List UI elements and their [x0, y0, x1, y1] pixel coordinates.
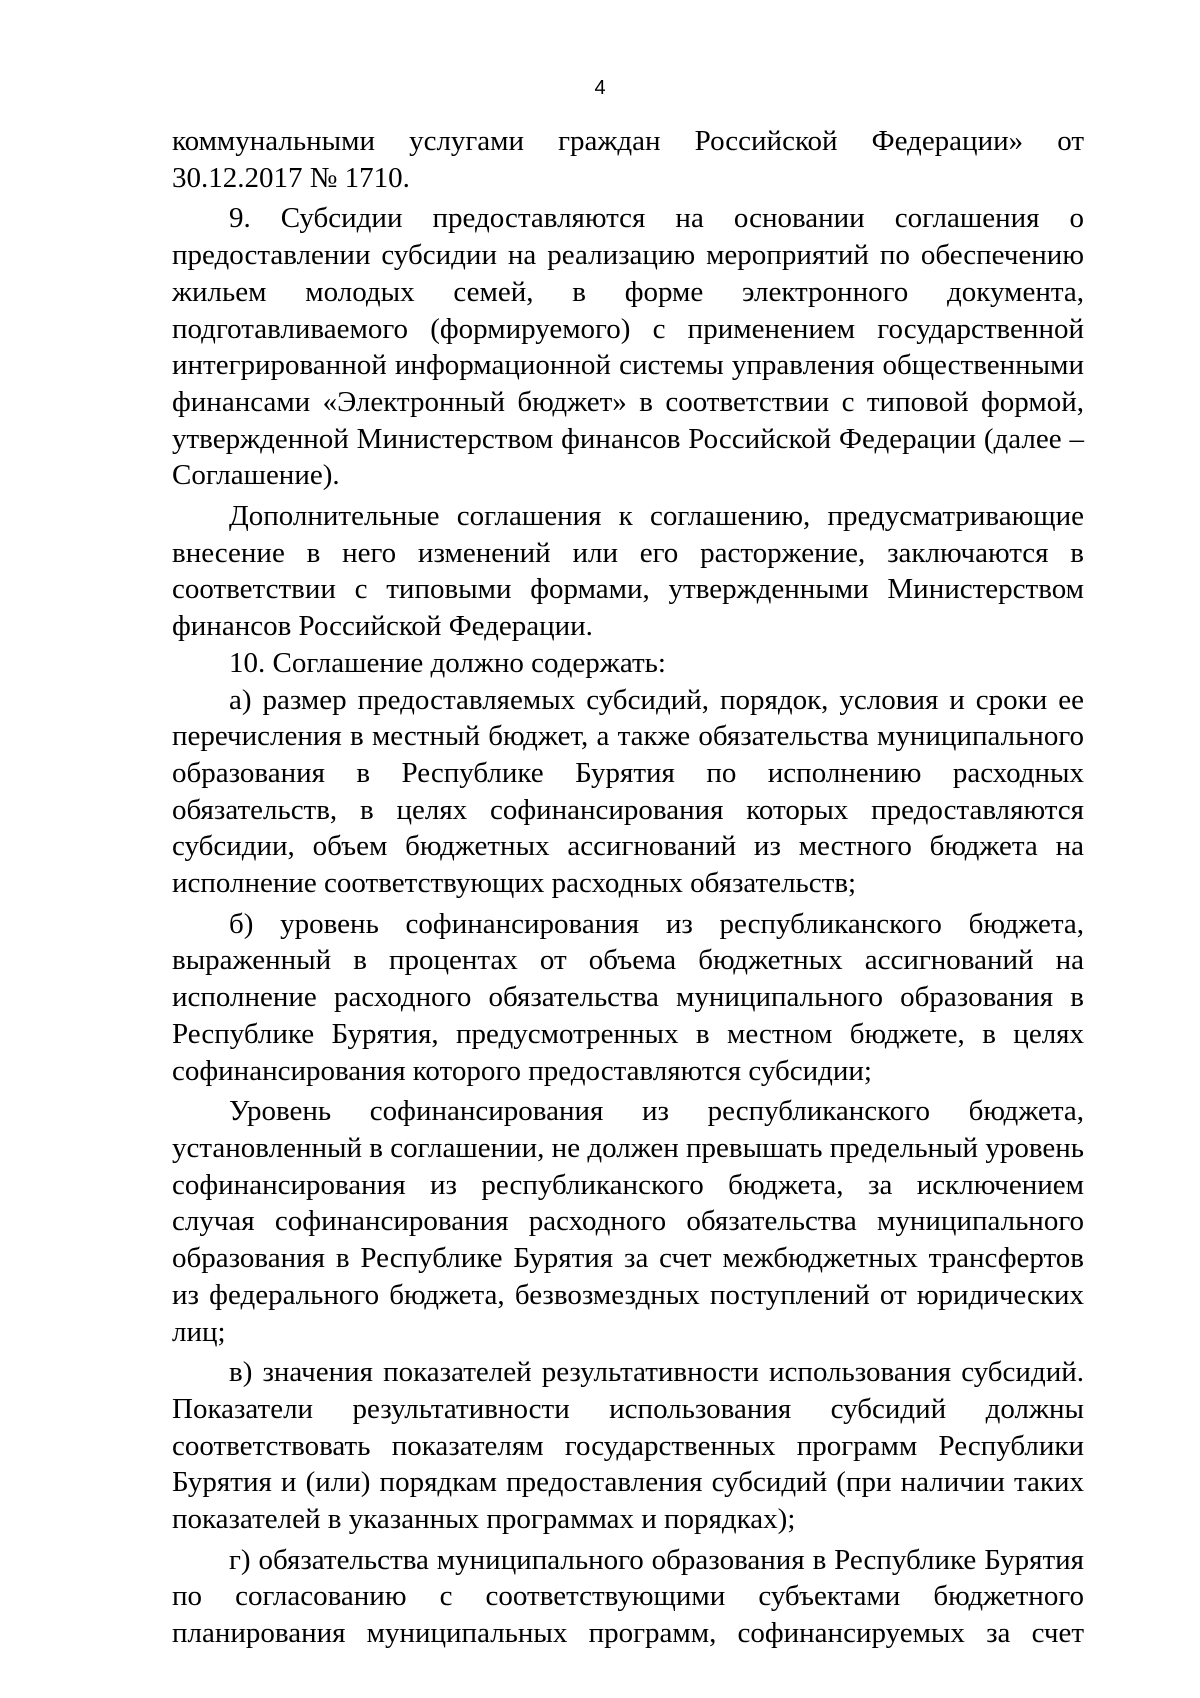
- paragraph-subitem-g: г) обязательства муниципального образования в Республике Бурятия по согласованию с соответствующими субъектами бюджетного планирования муниципальных программ, софинансируемых за счет: [172, 1543, 1084, 1650]
- paragraph-continuation: коммунальными услугами граждан Российской Федерации» от 30.12.2017 № 1710.: [172, 125, 1084, 194]
- paragraph-additional-agreements: Дополнительные соглашения к соглашению, предусматривающие внесение в него изменений или его расторжение, заключаются в соответствии с типовыми формами, утвержденными Министерством финансов Российской Федерации.: [172, 500, 1084, 643]
- paragraph-subitem-a: а) размер предоставляемых субсидий, порядок, условия и сроки ее перечисления в местный бюджет, а также обязательства муниципального образования в Республике Бурятия по исполнению расходных обязательств, в целях софинансирования которых предоставляются субсидии, объем бюджетных ассигнований из местного бюджета на исполнение соответствующих расходных обязательств;: [172, 683, 1084, 900]
- page-number: 4: [594, 77, 606, 99]
- paragraph-subitem-v: в) значения показателей результативности использования субсидий. Показатели результативности использования субсидий должны соответствовать показателям государственных программ Республики Бурятия и (или) порядкам предоставления субсидий (при наличии таких показателей в указанных программах и порядках);: [172, 1356, 1084, 1536]
- document-body: [172, 123, 1084, 1652]
- paragraph-item-10: 10. Соглашение должно содержать:: [229, 646, 666, 679]
- paragraph-cofinancing-level: Уровень софинансирования из республиканского бюджета, установленный в соглашении, не должен превышать предельный уровень софинансирования из республиканского бюджета, за исключением случая софинансирования расходного обязательства муниципального образования в Республике Бурятия за счет межбюджетных трансфертов из федерального бюджета, безвозмездных поступлений от юридических лиц;: [172, 1095, 1084, 1348]
- paragraph-item-9: 9. Субсидии предоставляются на основании соглашения о предоставлении субсидии на реализацию мероприятий по обеспечению жильем молодых семей, в форме электронного документа, подготавливаемого (формируемого) с применением государственной интегрированной информационной системы управления общественными финансами «Электронный бюджет» в соответствии с типовой формой, утвержденной Министерством финансов Российской Федерации (далее – Соглашение).: [172, 202, 1084, 492]
- paragraph-subitem-b: б) уровень софинансирования из республиканского бюджета, выраженный в процентах от объема бюджетных ассигнований на исполнение расходного обязательства муниципального образования в Республике Бурятия, предусмотренных в местном бюджете, в целях софинансирования которого предоставляются субсидии;: [172, 907, 1084, 1087]
